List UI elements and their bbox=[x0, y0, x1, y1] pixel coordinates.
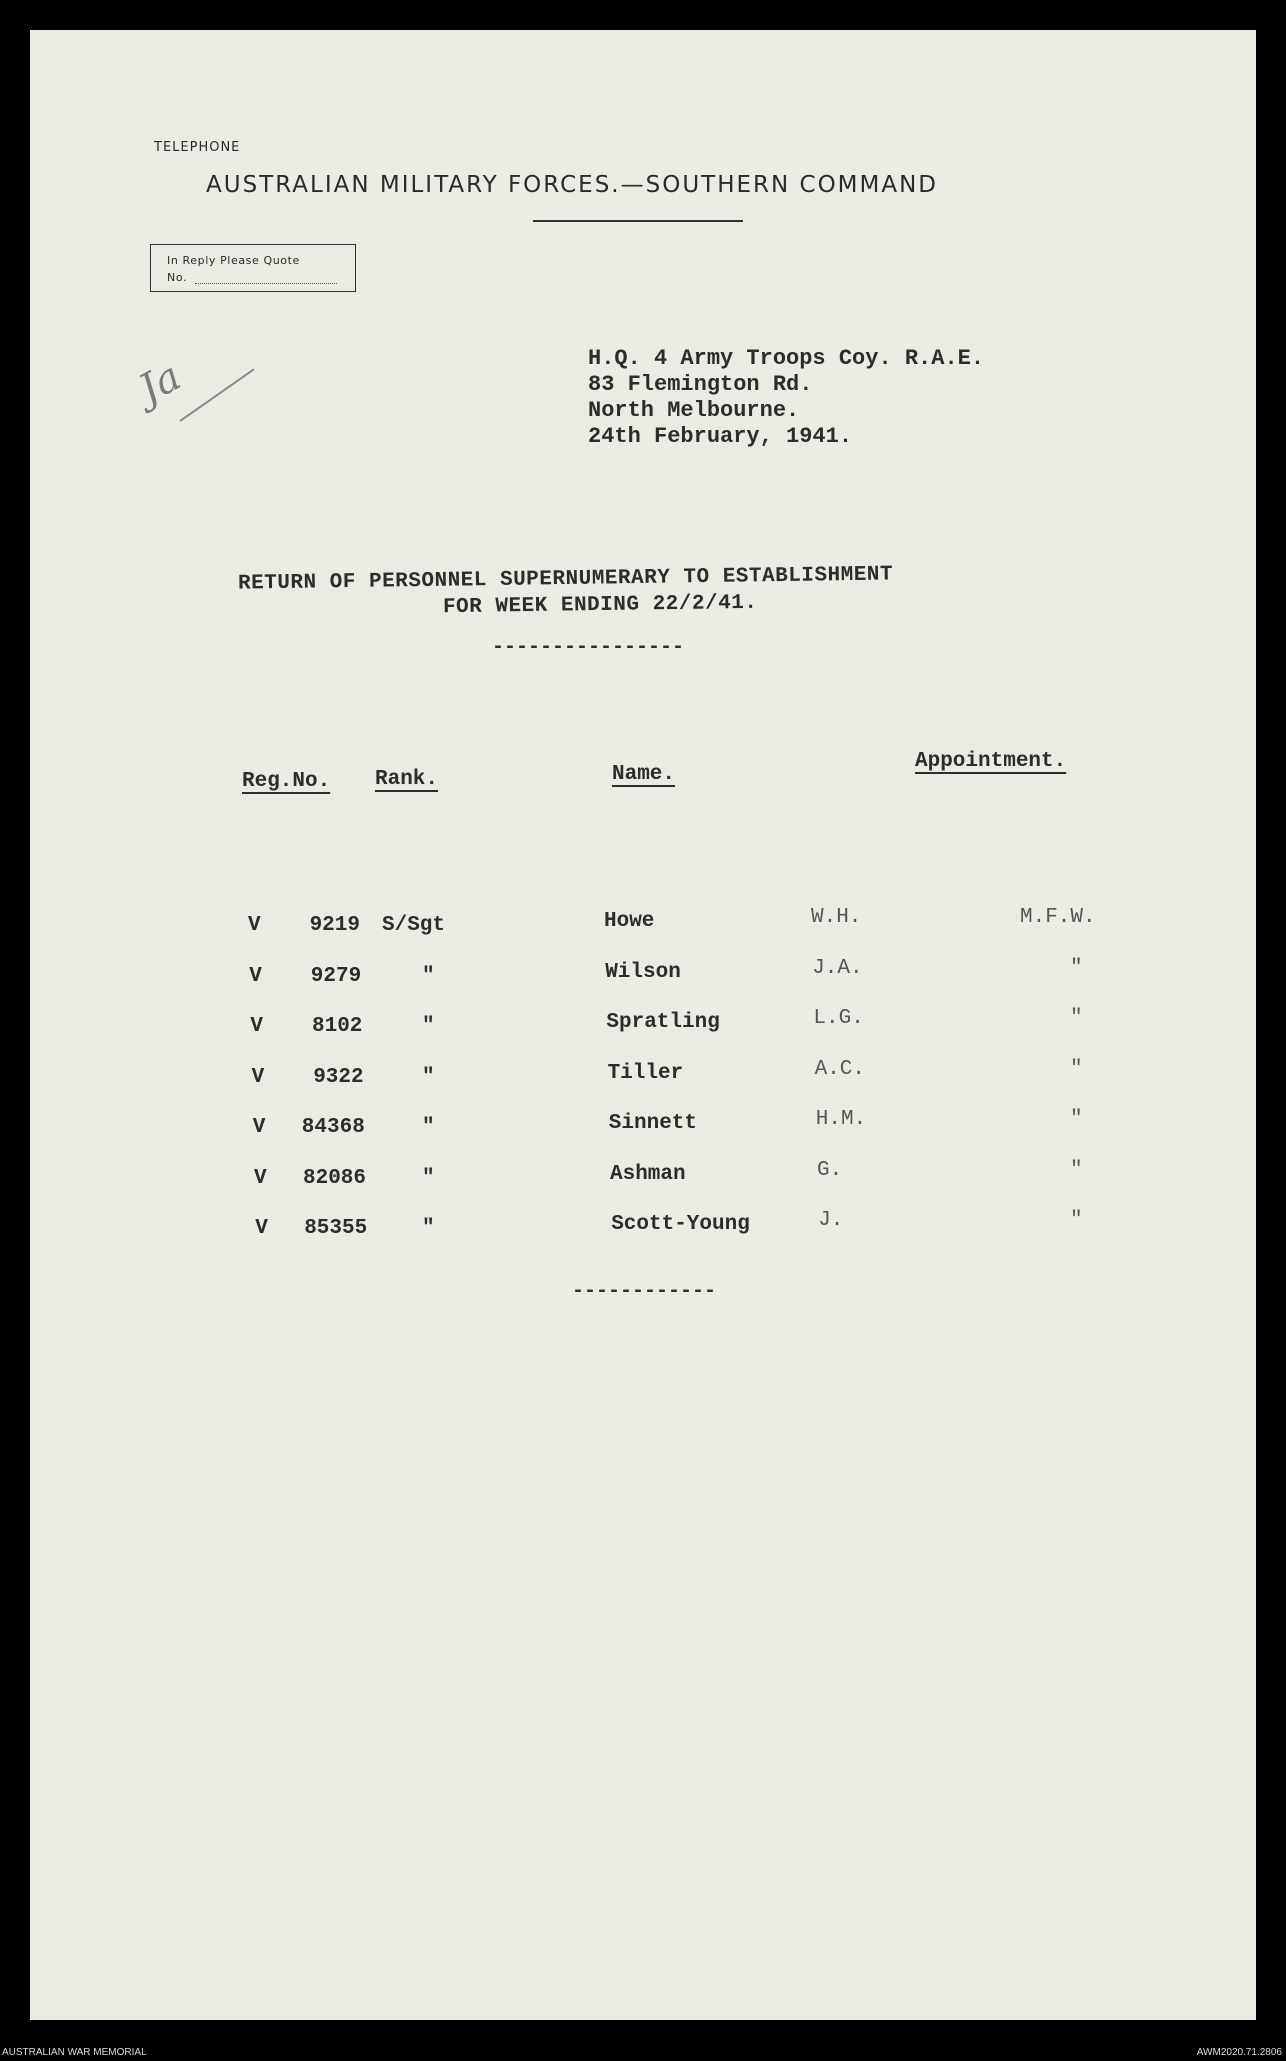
reply-quote-box bbox=[150, 244, 356, 292]
column-header-reg-no: Reg.No. bbox=[242, 770, 331, 793]
appointment: " bbox=[1070, 1007, 1083, 1030]
column-header-rank: Rank. bbox=[375, 768, 439, 791]
divider-top: ---------------- bbox=[492, 636, 685, 659]
footer-accession-number: AWM2020.71.2806 bbox=[1196, 2047, 1282, 2058]
initials: H.M. bbox=[815, 1108, 867, 1131]
initials: L.G. bbox=[813, 1007, 864, 1030]
surname: Spratling bbox=[606, 1011, 720, 1034]
heading-rule bbox=[533, 220, 743, 222]
appointment: " bbox=[1070, 1108, 1083, 1131]
reg-number: 9322 bbox=[313, 1065, 364, 1089]
rank: " bbox=[422, 1116, 435, 1139]
handwritten-initials: Ja bbox=[131, 353, 189, 413]
letterhead-heading: AUSTRALIAN MILITARY FORCES.—SOUTHERN COMMAND bbox=[206, 172, 939, 198]
surname: Sinnett bbox=[608, 1112, 698, 1135]
appointment: " bbox=[1070, 1057, 1083, 1081]
initials: G. bbox=[817, 1158, 843, 1182]
appointment: M.F.W. bbox=[1020, 906, 1096, 929]
footer-credit: AUSTRALIAN WAR MEMORIAL bbox=[2, 2047, 147, 2058]
rank: " bbox=[422, 1015, 435, 1038]
reg-prefix: V bbox=[248, 914, 261, 937]
document-title-line2: FOR WEEK ENDING 22/2/41. bbox=[442, 591, 758, 620]
reg-prefix: V bbox=[255, 1217, 268, 1240]
reply-number-label: No. bbox=[167, 271, 188, 284]
document-title-line1: RETURN OF PERSONNEL SUPERNUMERARY TO ESTABLISHMENT bbox=[237, 563, 894, 596]
reg-number: 9219 bbox=[309, 914, 360, 937]
appointment: " bbox=[1070, 1158, 1083, 1182]
address-line-suburb: North Melbourne. bbox=[588, 398, 800, 423]
reg-prefix: V bbox=[254, 1166, 267, 1190]
appointment: " bbox=[1070, 1209, 1083, 1232]
initials: A.C. bbox=[814, 1057, 866, 1081]
column-header-appointment: Appointment. bbox=[915, 750, 1067, 773]
rank: " bbox=[422, 1217, 435, 1240]
appointment: " bbox=[1070, 956, 1083, 980]
reply-quote-label: In Reply Please Quote bbox=[167, 254, 300, 267]
surname: Ashman bbox=[610, 1162, 686, 1186]
rank: " bbox=[422, 1065, 435, 1089]
reg-prefix: V bbox=[249, 964, 262, 988]
surname: Howe bbox=[604, 910, 655, 933]
reg-number: 82086 bbox=[302, 1166, 366, 1190]
surname: Wilson bbox=[605, 960, 681, 984]
address-line-date: 24th February, 1941. bbox=[588, 424, 853, 449]
rank: " bbox=[422, 1166, 435, 1190]
reg-prefix: V bbox=[251, 1065, 265, 1089]
column-header-name: Name. bbox=[612, 763, 676, 786]
address-line-unit: H.Q. 4 Army Troops Coy. R.A.E. bbox=[588, 346, 985, 371]
surname: Scott-Young bbox=[611, 1213, 750, 1236]
reg-number: 85355 bbox=[304, 1217, 368, 1240]
reg-number: 84368 bbox=[301, 1116, 365, 1139]
divider-bottom: ------------ bbox=[572, 1280, 717, 1303]
surname: Tiller bbox=[607, 1061, 684, 1085]
rank: S/Sgt bbox=[382, 914, 446, 937]
rank: " bbox=[422, 964, 435, 988]
handwritten-stroke bbox=[180, 369, 255, 422]
telephone-label: TELEPHONE bbox=[154, 140, 241, 155]
reg-number: 9279 bbox=[310, 964, 362, 988]
address-line-street: 83 Flemington Rd. bbox=[588, 372, 813, 397]
initials: J.A. bbox=[812, 956, 863, 980]
document-page bbox=[30, 30, 1256, 2020]
reg-number: 8102 bbox=[311, 1015, 363, 1038]
reply-number-dotted-line bbox=[195, 283, 337, 284]
initials: J. bbox=[818, 1209, 844, 1232]
initials: W.H. bbox=[811, 906, 862, 929]
reg-prefix: V bbox=[250, 1015, 263, 1038]
reg-prefix: V bbox=[252, 1116, 266, 1139]
